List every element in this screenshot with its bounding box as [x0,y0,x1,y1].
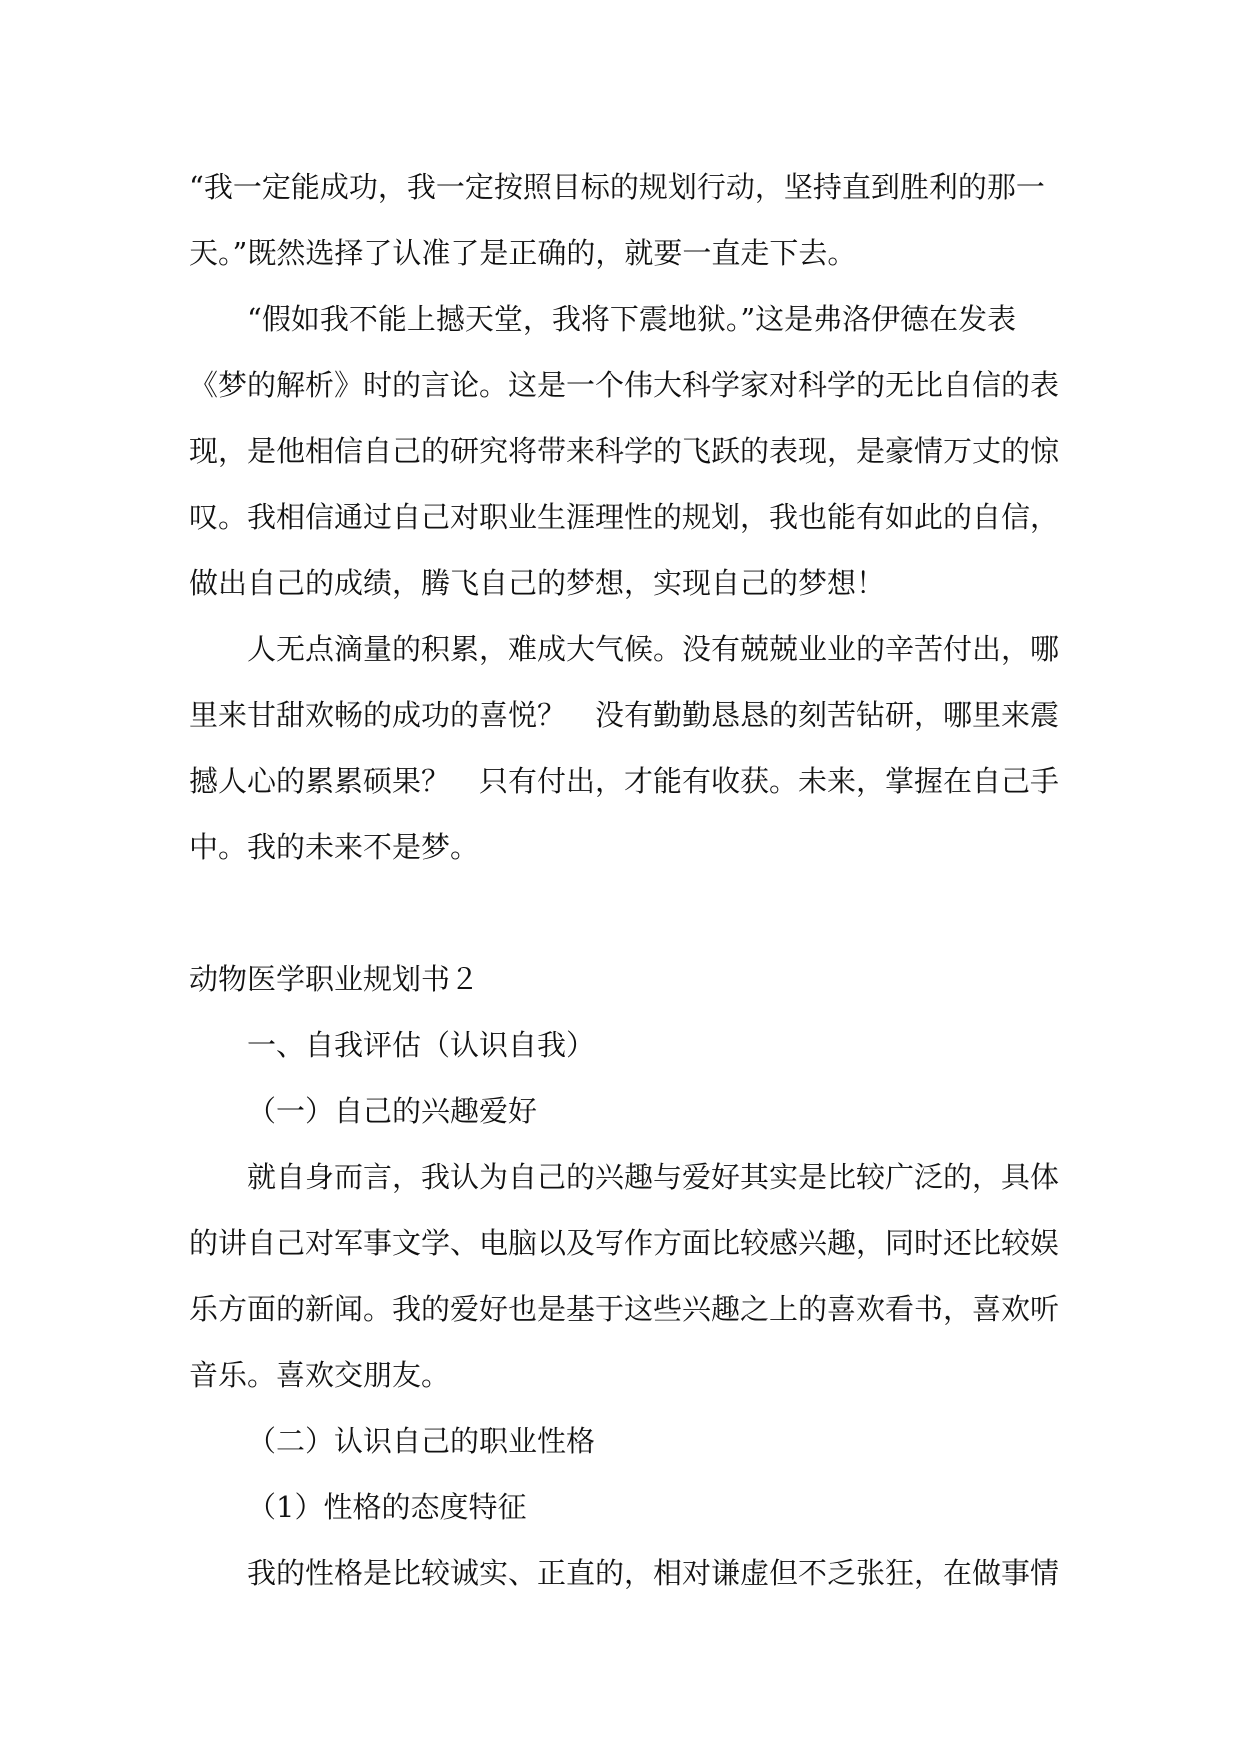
paragraph-line: 人无点滴量的积累，难成大气候。没有兢兢业业的辛苦付出，哪 [247,632,1060,666]
section-title: 动物医学职业规划书２ [189,962,480,996]
paragraph-line: 中。我的未来不是梦。 [189,830,480,864]
subheading-interests: （一）自己的兴趣爱好 [247,1094,538,1128]
paragraph-line: 乐方面的新闻。我的爱好也是基于这些兴趣之上的喜欢看书，喜欢听 [189,1292,1060,1326]
paragraph-5 [189,1540,1059,1606]
document-body [189,154,1059,1606]
paragraph-3 [189,616,1059,880]
paragraph-line: 做出自己的成绩，腾飞自己的梦想，实现自己的梦想！ [189,566,886,600]
paragraph-2 [189,286,1059,616]
paragraph-line: “假如我不能上撼天堂，我将下震地狱。”这是弗洛伊德在发表 [247,302,1017,336]
paragraph-line: 天。”既然选择了认准了是正确的，就要一直走下去。 [189,236,857,270]
paragraph-line: 现，是他相信自己的研究将带来科学的飞跃的表现，是豪情万丈的惊 [189,434,1060,468]
paragraph-line: 里来甘甜欢畅的成功的喜悦？ 没有勤勤恳恳的刻苦钻研，哪里来震 [189,698,1060,732]
paragraph-line: 的讲自己对军事文学、电脑以及写作方面比较感兴趣，同时还比较娱 [189,1226,1060,1260]
heading-self-assessment: 一、自我评估（认识自我） [247,1028,596,1062]
paragraph-line: “我一定能成功，我一定按照目标的规划行动，坚持直到胜利的那一 [189,170,1045,204]
subheading-career-personality: （二）认识自己的职业性格 [247,1424,596,1458]
paragraph-1 [189,154,1059,286]
paragraph-line: 我的性格是比较诚实、正直的，相对谦虚但不乏张狂，在做事情 [247,1556,1060,1590]
paragraph-line: 就自身而言，我认为自己的兴趣与爱好其实是比较广泛的，具体 [247,1160,1060,1194]
paragraph-4 [189,1144,1059,1408]
paragraph-line: 叹。我相信通过自己对职业生涯理性的规划，我也能有如此的自信， [189,500,1060,534]
subheading-attitude-traits: （1）性格的态度特征 [247,1490,527,1524]
blank-line [189,880,1059,946]
paragraph-line: 撼人心的累累硕果？ 只有付出，才能有收获。未来，掌握在自己手 [189,764,1060,798]
paragraph-line: 《梦的解析》时的言论。这是一个伟大科学家对科学的无比自信的表 [189,368,1060,402]
paragraph-line: 音乐。喜欢交朋友。 [189,1358,451,1392]
